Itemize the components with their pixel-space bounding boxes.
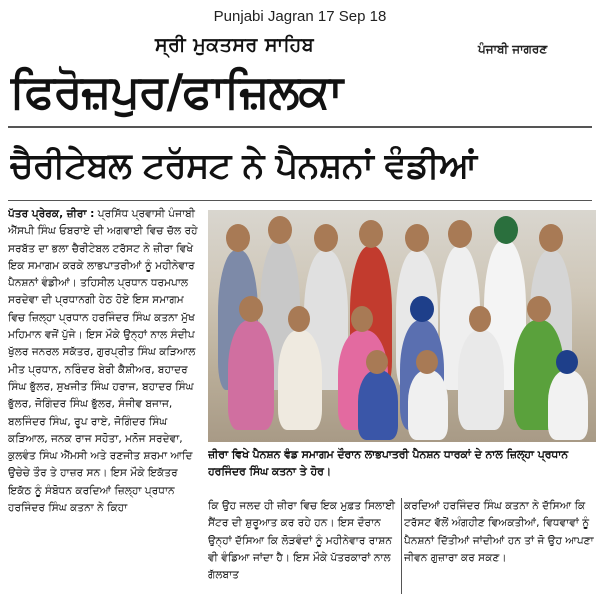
article-text-left: ਪ੍ਰਸਿੱਧ ਪ੍ਰਵਾਸੀ ਪੰਜਾਬੀ ਐੱਸਪੀ ਸਿੰਘ ਓਬਰਾਏ ਦੀ ਅਗਵਾਈ ਵਿਚ ਚੱਲ ਰਹੇ ਸਰਬੱਤ ਦਾ ਭਲਾ ਚੈਰੀਟੇਬਲ ਟਰੱਸਟ ਨੇ ਜ਼ੀਰਾ ਵਿਖੇ ਇਕ ਸਮਾਗਮ ਕਰਕੇ ਲਾਭਪਾਤਰੀਆਂ ਨੂੰ ਮਹੀਨੇਵਾਰ ਪੈਨਸ਼ਨਾਂ ਵੰਡੀਆਂ। ਤਹਿਸੀਲ ਪ੍ਰਧਾਨ ਧਰਮਪਾਲ ਸਰਦੇਵਾ ਦੀ ਪ੍ਰਧਾਨਗੀ ਹੇਠ ਹੋਏ ਇਸ ਸਮਾਗਮ ਵਿਚ ਜ਼ਿਲ੍ਹਾ ਪ੍ਰਧਾਨ ਹਰਜਿੰਦਰ ਸਿੰਘ ਕਤਨਾ ਮੁੱਖ ਮਹਿਮਾਨ ਵਜੋਂ ਪੁੱਜੇ। ਇਸ ਮੌਕੇ ਉਨ੍ਹਾਂ ਨਾਲ ਸੰਦੀਪ ਖੁੱਲਰ ਜਨਰਲ ਸਕੱਤਰ, ਗੁਰਪ੍ਰੀਤ ਸਿੰਘ ਕੜਿਆਲ ਮੀਤ ਪ੍ਰਧਾਨ, ਨਰਿੰਦਰ ਬੇਰੀ ਕੈਸ਼ੀਅਰ, ਬਹਾਦਰ ਸਿੰਘ ਭੁੱਲਰ, ਸੁਖਜੀਤ ਸਿੰਘ ਹਰਾਜ, ਬਹਾਦਰ ਸਿੰਘ ਭੁੱਲਰ, ਜੋਗਿੰਦਰ ਸਿੰਘ ਭੁੱਲਰ, ਸੰਜੀਵ ਬਜਾਜ, ਬਲਜਿੰਦਰ ਸਿੰਘ, ਰੂਪ ਰਾਏ, ਜੋਗਿੰਦਰ ਸਿੰਘ ਕੜਿਆਲ, ਜਨਕ ਰਾਜ ਸਹੋਤਾ, ਮਨੋਜ ਸਰਦੇਵਾ, ਕੁਲਵੰਤ ਸਿੰਘ ਐੱਮਸੀ ਅਤੇ ਰਣਜੀਤ ਸ਼ਰਮਾ ਆਦਿ ਉਚੇਚੇ ਤੌਰ ਤੇ ਹਾਜ਼ਰ ਸਨ। ਇਸ ਮੌਕੇ ਇਕੱਤਰ ਇਕੱਠ ਨੂੰ ਸੰਬੋਧਨ ਕਰਦਿਆਂ ਜ਼ਿਲ੍ਹਾ ਪ੍ਰਧਾਨ ਹਰਜਿੰਦਰ ਸਿੰਘ ਕਤਨਾ ਨੇ ਕਿਹਾ (8, 208, 198, 515)
byline: ਪੱਤਰ ਪ੍ਰੇਰਕ, ਜ਼ੀਰਾ : (8, 208, 95, 220)
photo-caption: ਜ਼ੀਰਾ ਵਿਖੇ ਪੈਨਸ਼ਨ ਵੰਡ ਸਮਾਗਮ ਦੌਰਾਨ ਲਾਭਪਾਤਰੀ ਪੈਨਸ਼ਨ ਧਾਰਕਾਂ ਦੇ ਨਾਲ ਜ਼ਿਲ੍ਹਾ ਪ੍ਰਧਾਨ ਹਰਜਿੰਦਰ ਸਿੰਘ ਕਤਨਾ ਤੇ ਹੋਰ। (208, 448, 569, 478)
article-text-mid: ਕਿ ਉਹ ਜਲਦ ਹੀ ਜ਼ੀਰਾ ਵਿਚ ਇਕ ਮੁਫ਼ਤ ਸਿਲਾਈ ਸੈਂਟਰ ਦੀ ਸ਼ੁਰੂਆਤ ਕਰ ਰਹੇ ਹਨ। ਇਸ ਦੌਰਾਨ ਉਨ੍ਹਾਂ ਦੱਸਿਆ ਕਿ ਲੋੜਵੰਦਾਂ ਨੂੰ ਮਹੀਨੇਵਾਰ ਰਾਸ਼ਨ ਵੀ ਵੰਡਿਆ ਜਾਂਦਾ ਹੈ। ਇਸ ਮੌਕੇ ਪੱਤਰਕਾਰਾਂ ਨਾਲ ਗੱਲਬਾਤ (208, 500, 396, 582)
column-divider (401, 498, 402, 594)
brand-tag: ਪੰਜਾਬੀ ਜਾਗਰਣ (478, 42, 548, 56)
article-text-right: ਕਰਦਿਆਂ ਹਰਜਿੰਦਰ ਸਿੰਘ ਕਤਨਾ ਨੇ ਦੱਸਿਆ ਕਿ ਟਰੱਸਟ ਵੱਲੋਂ ਅੰਗਹੀਣ ਵਿਅਕਤੀਆਂ, ਵਿਧਵਾਵਾਂ ਨੂੰ ਪੈਨਸ਼ਨਾਂ ਦਿੱਤੀਆਂ ਜਾਂਦੀਆਂ ਹਨ ਤਾਂ ਜੋ ਉਹ ਆਪਣਾ ਜੀਵਨ ਗੁਜ਼ਾਰਾ ਕਰ ਸਕਣ। (404, 500, 594, 564)
headline-rule (8, 200, 592, 201)
masthead: ਫਿਰੋਜ਼ਪੁਰ/ਫਾਜ਼ਿਲਕਾ (10, 64, 342, 118)
headline: ਚੈਰੀਟੇਬਲ ਟਰੱਸਟ ਨੇ ਪੈਨਸ਼ਨਾਂ ਵੰਡੀਆਂ (10, 146, 477, 186)
source-caption: Punjabi Jagran 17 Sep 18 (213, 8, 387, 25)
article-column-left (8, 206, 204, 594)
edition-title: ਸ੍ਰੀ ਮੁਕਤਸਰ ਸਾਹਿਬ (155, 34, 315, 56)
masthead-rule (8, 126, 592, 128)
news-photo (208, 210, 596, 442)
